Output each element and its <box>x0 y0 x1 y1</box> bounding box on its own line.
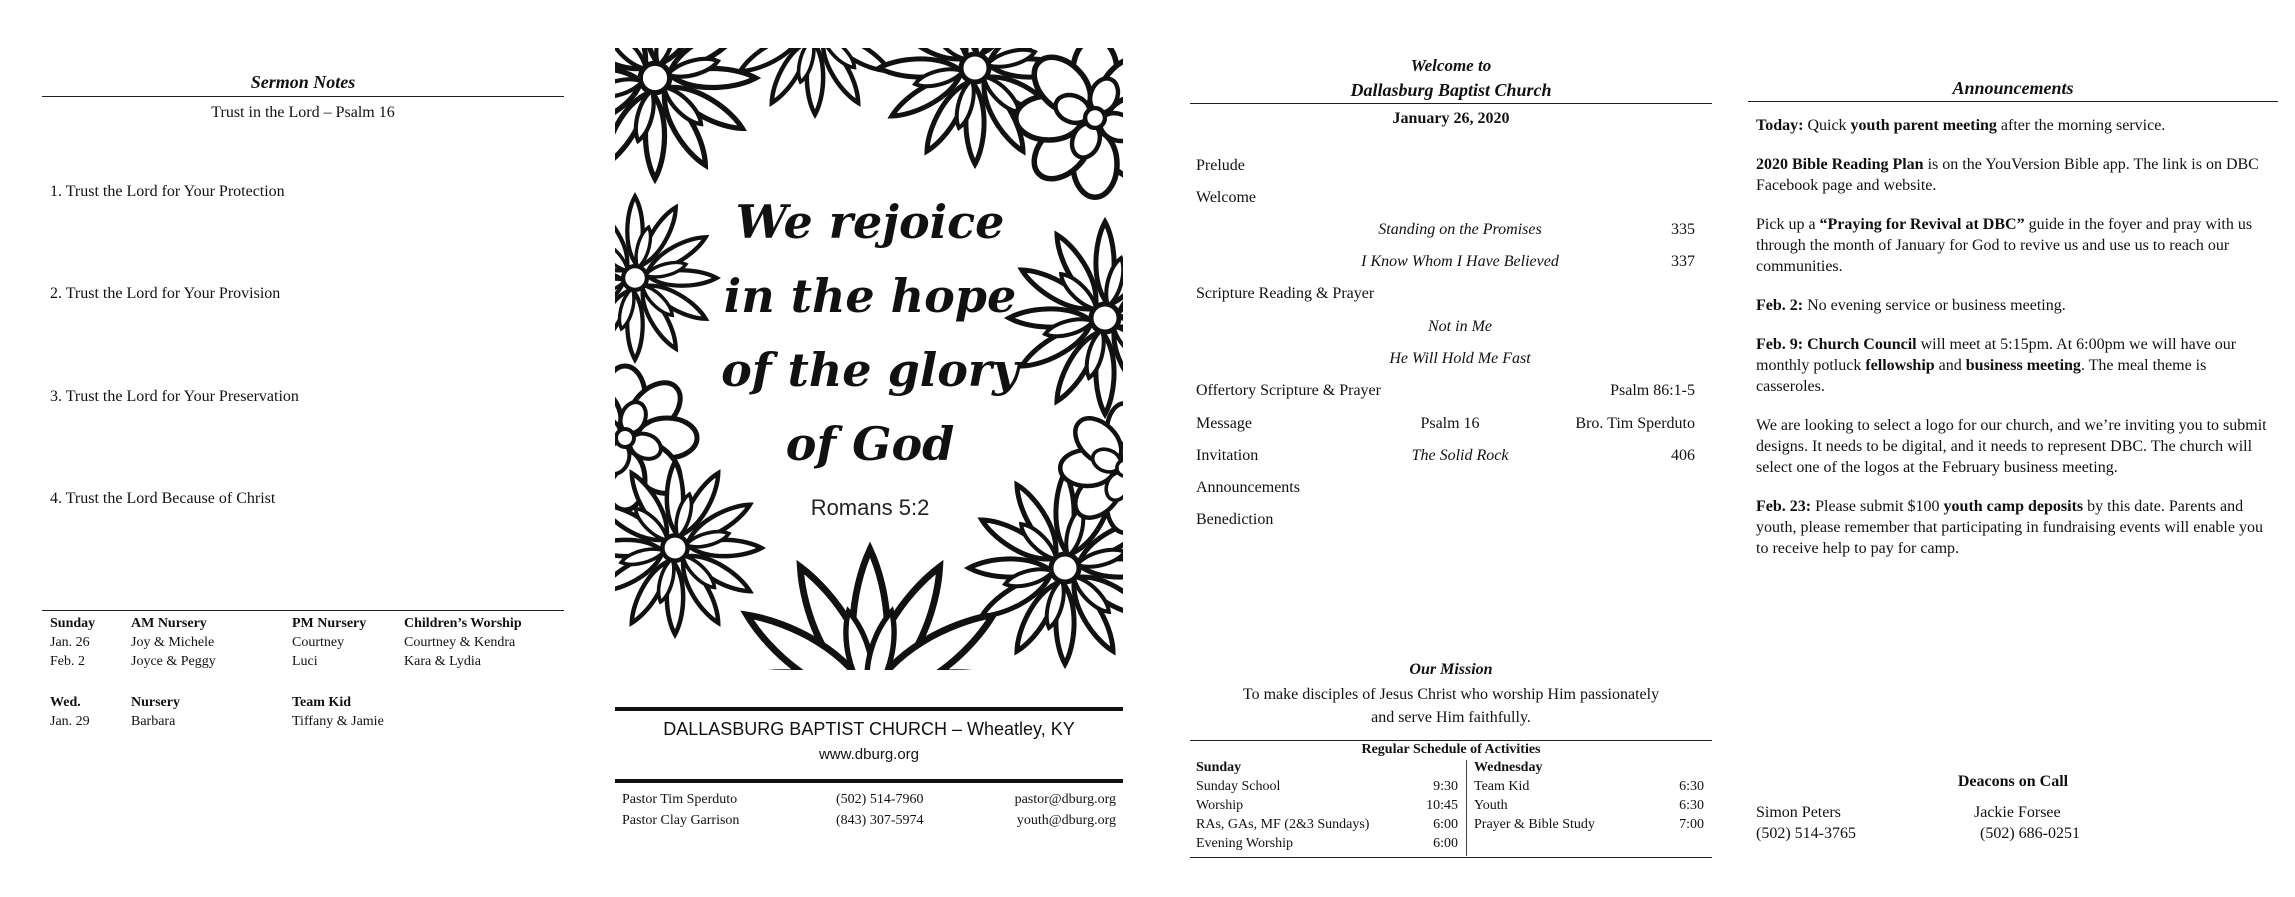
welcome-line: Welcome to <box>1410 56 1492 75</box>
announcements-title: Announcements <box>1952 78 2074 98</box>
schedule-activity: Sunday School <box>1196 779 1281 794</box>
nursery-header: PM Nursery <box>292 616 367 631</box>
schedule-activity: Evening Worship <box>1196 836 1293 851</box>
divider <box>1190 740 1712 741</box>
nursery-cell: Luci <box>292 654 318 669</box>
divider <box>42 610 564 611</box>
contact-phone: (502) 514-7960 <box>836 792 924 807</box>
hymn-title: The Solid Rock <box>1411 447 1509 464</box>
divider <box>1190 857 1712 858</box>
deacon-phone: (502) 514-3765 <box>1756 825 1856 842</box>
announcement-item: We are looking to select a logo for our church, and we’re inviting you to submit designs. It needs to be digital, and it needs to represent DBC. The church will select one of the logos at the February business meeting. <box>1756 417 2267 476</box>
service-date: January 26, 2020 <box>1392 110 1510 127</box>
divider <box>1190 103 1712 104</box>
verse-reference: Romans 5:2 <box>780 495 960 521</box>
nursery-header: AM Nursery <box>131 616 207 631</box>
service-item: Invitation <box>1196 447 1259 464</box>
service-item: Message <box>1196 415 1252 432</box>
verse-line: of God <box>785 417 955 471</box>
announcement-item: Feb. 2: No evening service or business meeting. <box>1756 297 2066 314</box>
schedule-header: Wednesday <box>1474 760 1543 775</box>
schedule-divider <box>1466 760 1467 856</box>
divider <box>42 96 564 97</box>
sermon-notes-title: Sermon Notes <box>250 72 356 92</box>
mission-line: and serve Him faithfully. <box>1371 709 1531 726</box>
deacon-phone: (502) 686-0251 <box>1980 825 2080 842</box>
contact-phone: (843) 307-5974 <box>836 813 924 828</box>
hymn-title: I Know Whom I Have Believed <box>1361 253 1559 270</box>
verse-line: We rejoice <box>735 195 1005 249</box>
verse-line: in the hope <box>723 269 1017 323</box>
sermon-point: 4. Trust the Lord Because of Christ <box>50 490 276 507</box>
church-website: www.dburg.org <box>818 746 920 763</box>
sermon-point: 2. Trust the Lord for Your Provision <box>50 285 281 302</box>
deacon-name: Simon Peters <box>1756 804 1841 821</box>
announcement-item: Feb. 9: Church Council will meet at 5:15pm. At 6:00pm we will have our monthly potluck fellowship and business meeting. The meal theme is casseroles. <box>1756 336 2237 395</box>
nursery-cell: Courtney & Kendra <box>404 635 516 650</box>
nursery-cell: Kara & Lydia <box>404 654 481 669</box>
divider <box>615 779 1123 783</box>
preacher: Bro. Tim Sperduto <box>1575 415 1695 432</box>
contact-name: Pastor Tim Sperduto <box>622 792 738 807</box>
deacons-title: Deacons on Call <box>1957 773 2069 790</box>
nursery-header: Wed. <box>50 695 81 710</box>
contact-email: pastor@dburg.org <box>1014 792 1116 807</box>
deacon-name: Jackie Forsee <box>1974 804 2061 821</box>
sermon-point: 1. Trust the Lord for Your Protection <box>50 183 285 200</box>
service-item: Welcome <box>1196 189 1257 206</box>
schedule-time: 7:00 <box>1679 817 1704 832</box>
nursery-cell: Feb. 2 <box>50 654 85 669</box>
nursery-cell: Jan. 29 <box>50 714 90 729</box>
cover-verse <box>705 185 1035 481</box>
nursery-cell: Courtney <box>292 635 345 650</box>
contact-name: Pastor Clay Garrison <box>622 813 740 828</box>
hymn-number: 406 <box>1671 447 1695 464</box>
message-text: Psalm 16 <box>1420 415 1480 432</box>
verse-line: of the glory <box>721 343 1019 397</box>
schedule-activity: Team Kid <box>1474 779 1530 794</box>
mission-line: To make disciples of Jesus Christ who worship Him passionately <box>1242 686 1660 703</box>
contact-email: youth@dburg.org <box>1016 813 1116 828</box>
schedule-time: 9:30 <box>1433 779 1458 794</box>
schedule-header: Sunday <box>1196 760 1242 775</box>
service-item: Offertory Scripture & Prayer <box>1196 382 1381 399</box>
schedule-time: 10:45 <box>1426 798 1458 813</box>
nursery-header: Team Kid <box>292 695 351 710</box>
nursery-header: Nursery <box>131 695 180 710</box>
nursery-cell: Joyce & Peggy <box>131 654 216 669</box>
sermon-subtitle: Trust in the Lord – Psalm 16 <box>211 104 395 121</box>
song-title: Not in Me <box>1428 318 1492 335</box>
scripture-ref: Psalm 86:1-5 <box>1610 382 1695 399</box>
service-item: Announcements <box>1196 479 1300 496</box>
nursery-cell: Jan. 26 <box>50 635 90 650</box>
schedule-activity: RAs, GAs, MF (2&3 Sundays) <box>1196 817 1370 832</box>
nursery-header: Children’s Worship <box>404 616 522 631</box>
schedule-time: 6:00 <box>1433 836 1458 851</box>
announcement-item: 2020 Bible Reading Plan is on the YouVersion Bible app. The link is on DBC Facebook page and website. <box>1756 156 2259 194</box>
schedule-time: 6:30 <box>1679 779 1704 794</box>
schedule-time: 6:30 <box>1679 798 1704 813</box>
church-name-line: DALLASBURG BAPTIST CHURCH – Wheatley, KY <box>663 719 1075 739</box>
divider <box>615 707 1123 711</box>
service-item: Benediction <box>1196 511 1274 528</box>
service-item: Prelude <box>1196 157 1245 174</box>
announcement-item: Pick up a “Praying for Revival at DBC” guide in the foyer and pray with us through the month of January for God to revive us and use us to reach our communities. <box>1756 216 2253 275</box>
hymn-title: Standing on the Promises <box>1378 221 1542 238</box>
schedule-activity: Youth <box>1474 798 1508 813</box>
nursery-cell: Joy & Michele <box>131 635 215 650</box>
nursery-cell: Barbara <box>131 714 176 729</box>
nursery-header: Sunday <box>50 616 96 631</box>
schedule-title: Regular Schedule of Activities <box>1361 742 1541 757</box>
nursery-cell: Tiffany & Jamie <box>292 714 384 729</box>
schedule-activity: Worship <box>1196 798 1244 813</box>
song-title: He Will Hold Me Fast <box>1389 350 1531 367</box>
mission-title: Our Mission <box>1409 661 1493 678</box>
hymn-number: 335 <box>1671 221 1695 238</box>
hymn-number: 337 <box>1671 253 1695 270</box>
service-item: Scripture Reading & Prayer <box>1196 285 1375 302</box>
announcements-list <box>1756 115 2276 577</box>
church-title: Dallasburg Baptist Church <box>1350 80 1552 100</box>
schedule-time: 6:00 <box>1433 817 1458 832</box>
announcement-item: Feb. 23: Please submit $100 youth camp deposits by this date. Parents and youth, please remember that participating in fundraising events will enable you to receive help to pay for camp. <box>1756 498 2263 557</box>
schedule-activity: Prayer & Bible Study <box>1474 817 1595 832</box>
announcement-item: Today: Quick youth parent meeting after the morning service. <box>1756 117 2166 134</box>
sermon-point: 3. Trust the Lord for Your Preservation <box>50 388 299 405</box>
divider <box>1748 101 2278 102</box>
